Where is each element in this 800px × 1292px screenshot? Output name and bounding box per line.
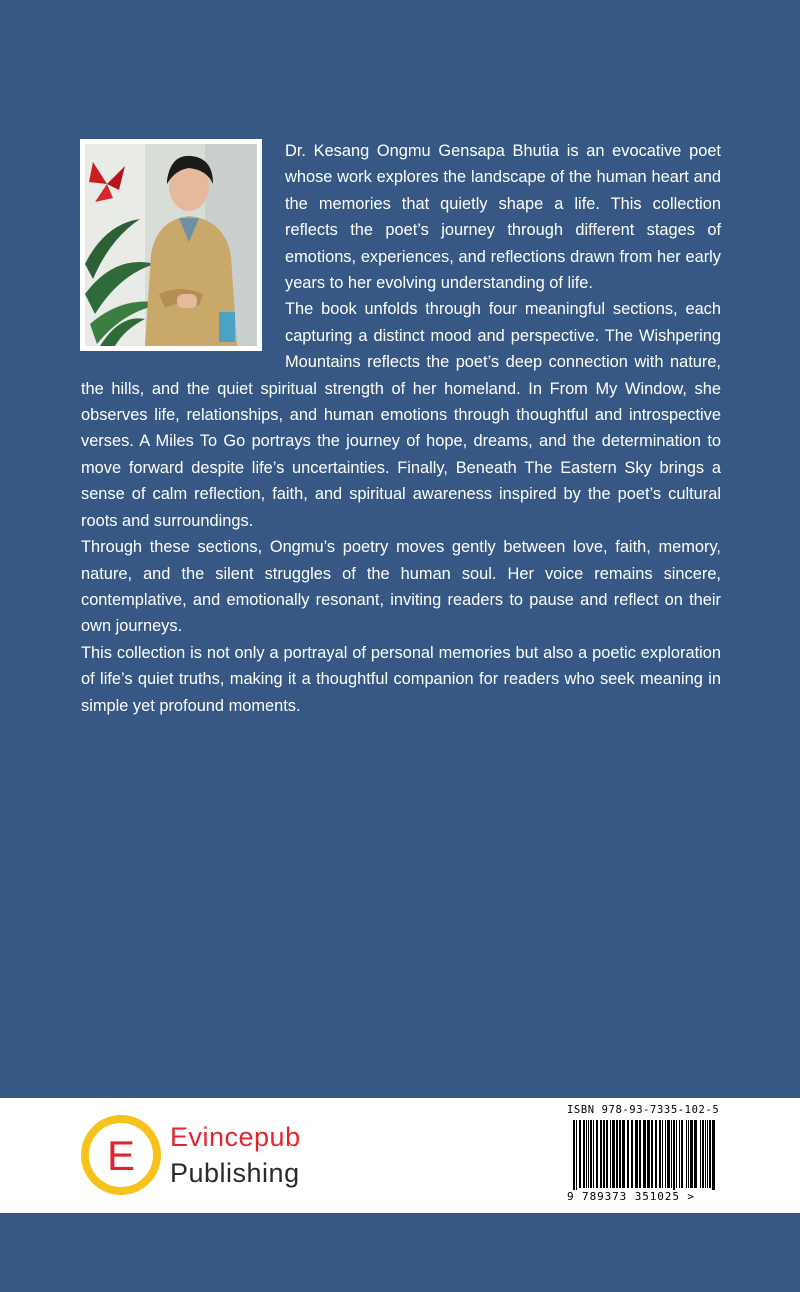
barcode-bar: [688, 1120, 689, 1188]
barcode-bar: [673, 1120, 675, 1194]
photo-text-wrap: [81, 138, 285, 350]
barcode-bar: [690, 1120, 693, 1188]
barcode-bar: [631, 1120, 633, 1188]
barcode-bar: [709, 1120, 711, 1188]
publisher-band: [0, 1098, 800, 1213]
barcode-bar: [612, 1120, 615, 1188]
book-description: [81, 138, 721, 719]
barcode-bar: [627, 1120, 629, 1188]
barcode-bar: [610, 1120, 611, 1188]
barcode-bar: [639, 1120, 641, 1188]
barcode-bar: [707, 1120, 708, 1188]
barcode-bar: [676, 1120, 677, 1188]
description-paragraph-summary: This collection is not only a portrayal of personal memories but also a poetic exploration of life’s quiet truths, making it a thoughtful companion for readers who seek meaning in simple yet profound moments.: [81, 643, 721, 715]
barcode-icon: [563, 1120, 723, 1194]
barcode-bar: [643, 1120, 646, 1188]
description-paragraph-themes: Through these sections, Ongmu’s poetry moves gently between love, faith, memory, nature, and the silent struggles of the human soul. Her voice remains sincere, contemplative, and emotionally resonant, inviting readers to pause and reflect on their own journeys.: [81, 538, 721, 636]
barcode-bar: [681, 1120, 683, 1188]
isbn-barcode: [563, 1104, 723, 1208]
barcode-bar: [686, 1120, 687, 1188]
barcode-bar: [702, 1120, 704, 1188]
barcode-bar: [712, 1120, 715, 1194]
barcode-bar: [700, 1120, 701, 1188]
description-paragraph-sections: The book unfolds through four meaningful sections, each capturing a distinct mood and perspective. The Wishpering Mountains reflects the poet’s deep connection with nature, the hills, and the quiet spiritual strength of her homeland. In From My Window, she observes life, relationships, and human emotions through thoughtful and introspective verses. A Miles To Go portrays the journey of hope, dreams, and the determination to move forward despite life’s uncertainties. Finally, Beneath The Eastern Sky brings a sense of calm reflection, faith, and spiritual awareness inspired by the poet’s cultural roots and surroundings.: [81, 300, 721, 530]
logo-letter: E: [106, 1132, 136, 1179]
barcode-bar: [606, 1120, 608, 1188]
barcode-bar: [586, 1120, 587, 1188]
barcode-bar: [679, 1120, 680, 1188]
barcode-bar: [651, 1120, 653, 1188]
barcode-bar: [659, 1120, 661, 1188]
barcode-bar: [593, 1120, 594, 1188]
isbn-label: ISBN 978-93-7335-102-5: [567, 1104, 720, 1116]
barcode-bar: [603, 1120, 605, 1188]
publisher-name: Evincepub: [170, 1122, 301, 1152]
barcode-bar: [705, 1120, 706, 1188]
barcode-bar: [665, 1120, 666, 1188]
barcode-bar: [655, 1120, 657, 1188]
barcode-bar: [588, 1120, 589, 1188]
isbn-digits: 9 789373 351025 >: [567, 1190, 723, 1203]
barcode-bar: [622, 1120, 625, 1188]
barcode-bar: [619, 1120, 621, 1188]
evincepub-logo-icon: [80, 1114, 162, 1196]
barcode-bar: [647, 1120, 650, 1188]
barcode-bar: [662, 1120, 663, 1188]
barcode-bar: [596, 1120, 598, 1188]
barcode-bar: [616, 1120, 618, 1188]
barcode-bar: [635, 1120, 638, 1188]
barcode-bar: [579, 1120, 581, 1188]
barcode-bar: [583, 1120, 585, 1188]
description-paragraph-author: Dr. Kesang Ongmu Gensapa Bhutia is an evocative poet whose work explores the landscape of the human heart and the memories that quietly shape a life. This collection reflects the poet’s journey through different stages of emotions, experiences, and reflections drawn from her early years to her evolving understanding of life.: [285, 142, 721, 293]
publisher-subtitle: Publishing: [170, 1158, 300, 1188]
barcode-bar: [671, 1120, 672, 1188]
barcode-bar: [600, 1120, 602, 1188]
barcode-bar: [573, 1120, 575, 1194]
barcode-bar: [576, 1120, 577, 1194]
barcode-bar: [667, 1120, 670, 1188]
barcode-bar: [694, 1120, 697, 1188]
barcode-bar: [590, 1120, 592, 1188]
